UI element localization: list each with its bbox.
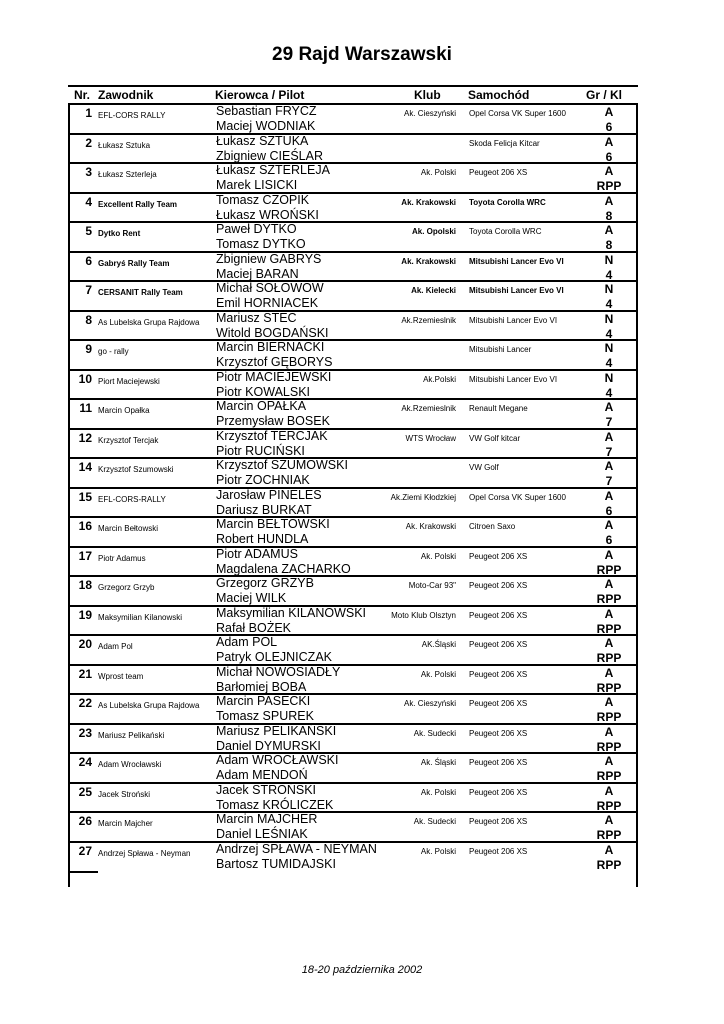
group-class-cell xyxy=(590,105,628,135)
driver-name: Mariusz PELIKAŃSKI xyxy=(216,723,337,738)
crew-cell xyxy=(216,134,323,164)
car-model: VW Golf xyxy=(469,463,499,472)
group-value: A xyxy=(604,518,614,532)
table-row xyxy=(70,784,636,814)
class-value: 6 xyxy=(605,503,613,518)
codriver-name: Adam MENDOŃ xyxy=(216,768,308,782)
codriver-name: Maciej WODNIAK xyxy=(216,119,316,133)
class-value: RPP xyxy=(596,621,622,636)
driver-name: Łukasz SZTUKA xyxy=(216,133,309,148)
class-value: 8 xyxy=(605,238,613,252)
codriver-name: Piotr KOWALSKI xyxy=(216,384,311,399)
driver-name: Piotr MACIEJEWSKI xyxy=(216,369,332,384)
page-title: 29 Rajd Warszawski xyxy=(272,44,452,65)
codriver-name: Daniel LEŚNIAK xyxy=(216,827,308,841)
entrant-name: Łukasz Szterleja xyxy=(98,170,157,179)
driver-name: Marcin MAJCHER xyxy=(216,812,318,826)
crew-cell xyxy=(216,724,336,754)
crew-cell xyxy=(216,517,330,547)
header-samochod: Samochód xyxy=(468,88,530,102)
entry-number: 26 xyxy=(78,814,92,828)
table-row xyxy=(70,194,636,224)
car-model: VW Golf kitcar xyxy=(469,433,521,443)
entry-number: 7 xyxy=(85,283,92,297)
group-value: A xyxy=(604,164,614,178)
driver-name: Mariusz STEC xyxy=(216,310,297,325)
car-model: Peugeot 206 XS xyxy=(469,787,528,797)
entry-number: 15 xyxy=(78,489,92,504)
entry-number: 21 xyxy=(78,666,92,681)
entrant-name: Krzysztof Tercjak xyxy=(98,435,159,445)
group-value: N xyxy=(604,282,614,296)
driver-name: Sebastian FRYCZ xyxy=(216,104,317,118)
class-value: 4 xyxy=(605,326,613,341)
driver-name: Marcin BIERNACKI xyxy=(216,340,325,354)
table-row xyxy=(70,253,636,283)
codriver-name: Barłomiej BOBA xyxy=(216,679,307,694)
group-class-cell xyxy=(590,636,628,666)
table-row xyxy=(70,105,636,135)
group-class-cell xyxy=(590,489,628,519)
driver-name: Maksymilian KILANOWSKI xyxy=(216,605,367,620)
driver-name: Marcin BEŁTOWSKI xyxy=(216,517,330,531)
group-class-cell xyxy=(590,725,628,755)
group-value: A xyxy=(604,105,614,119)
driver-name: Łukasz SZTERLEJA xyxy=(216,163,330,177)
class-value: RPP xyxy=(596,798,622,813)
class-value: RPP xyxy=(596,857,622,872)
table-row xyxy=(70,843,636,887)
crew-cell xyxy=(216,370,331,400)
crew-cell xyxy=(216,399,330,429)
entry-number: 9 xyxy=(85,342,92,356)
entrant-name: Excellent Rally Team xyxy=(98,199,177,209)
codriver-name: Daniel DYMURSKI xyxy=(216,738,321,753)
group-class-cell xyxy=(590,253,628,283)
group-value: A xyxy=(604,636,614,650)
driver-name: Paweł DYTKO xyxy=(216,222,297,236)
group-class-cell xyxy=(590,371,628,401)
club-name: Ak.Rzemieslnik xyxy=(401,404,456,413)
entrant-name: Krzysztof Szumowski xyxy=(98,465,174,474)
entrant-name: As Lubelska Grupa Rajdowa xyxy=(98,317,200,327)
crew-cell xyxy=(216,458,348,488)
codriver-name: Dariusz BURKAT xyxy=(216,502,312,517)
group-class-cell xyxy=(590,666,628,696)
club-name: Moto Klub Olsztyn xyxy=(391,610,456,620)
entry-number: 16 xyxy=(78,519,92,533)
driver-name: Krzysztof SZUMOWSKI xyxy=(216,458,348,472)
entry-number: 11 xyxy=(79,401,92,415)
car-model: Peugeot 206 XS xyxy=(469,817,528,826)
car-model: Opel Corsa VK Super 1600 xyxy=(469,109,566,118)
codriver-name: Tomasz KRÓLICZEK xyxy=(216,797,334,812)
car-model: Opel Corsa VK Super 1600 xyxy=(469,492,566,502)
codriver-name: Bartosz TUMIDAJSKI xyxy=(216,856,336,871)
driver-name: Piotr ADAMUS xyxy=(216,546,298,561)
class-value: 6 xyxy=(605,149,613,164)
driver-name: Jacek STROŃSKI xyxy=(216,782,317,797)
header-nr: Nr. xyxy=(74,88,91,102)
car-model: Mitsubishi Lancer Evo VI xyxy=(469,374,558,384)
club-name: Ak. Cieszyński xyxy=(403,109,456,118)
group-class-cell xyxy=(590,754,628,784)
table-row xyxy=(70,135,636,165)
car-model: Mitsubishi Lancer Evo VI xyxy=(469,286,564,295)
table-row xyxy=(70,725,636,755)
codriver-name: Przemysław BOSEK xyxy=(216,414,330,428)
codriver-name: Krzysztof GĘBORYS xyxy=(216,355,333,369)
club-name: WTS Wrocław xyxy=(405,433,456,443)
car-model: Renault Megane xyxy=(469,404,528,413)
codriver-name: Witold BOGDAŃSKI xyxy=(216,325,329,340)
group-class-cell xyxy=(590,695,628,725)
car-model: Mitsubishi Lancer xyxy=(469,345,532,354)
group-value: A xyxy=(604,724,614,739)
header-zawodnik: Zawodnik xyxy=(98,88,154,102)
crew-cell xyxy=(216,429,328,459)
group-class-cell xyxy=(590,194,628,224)
group-class-cell xyxy=(590,135,628,165)
club-name: Ak. Polski xyxy=(420,551,456,561)
club-name: Ak. Krakowski xyxy=(405,522,456,531)
table-row xyxy=(70,341,636,371)
entrant-name: Łukasz Sztuka xyxy=(98,140,151,150)
crew-cell xyxy=(216,281,324,311)
entry-number: 25 xyxy=(78,784,92,799)
codriver-name: Magdalena ZACHARKO xyxy=(216,561,351,576)
codriver-name: Robert HUNDLA xyxy=(216,532,309,546)
group-value: A xyxy=(604,813,614,827)
group-class-cell xyxy=(590,843,628,873)
entry-number: 14 xyxy=(78,460,92,474)
table-row xyxy=(70,754,636,784)
codriver-name: Rafał BOŻEK xyxy=(216,620,292,635)
entrant-name: Marcin Majcher xyxy=(98,819,153,828)
entrant-name: EFL-CORS-RALLY xyxy=(98,494,166,504)
crew-cell xyxy=(216,222,306,252)
class-value: RPP xyxy=(596,179,622,193)
group-value: A xyxy=(604,488,614,503)
class-value: RPP xyxy=(596,562,622,577)
table-row xyxy=(70,518,636,548)
class-value: 7 xyxy=(605,415,613,429)
club-name: Ak. Śląski xyxy=(420,758,456,767)
group-class-cell xyxy=(590,577,628,607)
entrant-name: As Lubelska Grupa Rajdowa xyxy=(98,701,200,710)
entry-number: 24 xyxy=(78,755,92,769)
group-value: A xyxy=(604,783,614,798)
class-value: 6 xyxy=(605,120,613,134)
group-value: N xyxy=(604,252,614,267)
crew-cell xyxy=(216,842,377,872)
group-value: N xyxy=(604,341,614,355)
crew-cell xyxy=(216,753,338,783)
entrant-name: Piotr Adamus xyxy=(98,553,146,563)
group-value: A xyxy=(604,547,614,562)
entrant-name: Gabryś Rally Team xyxy=(98,258,170,268)
class-value: 7 xyxy=(605,474,613,488)
table-row xyxy=(70,666,636,696)
car-model: Peugeot 206 XS xyxy=(469,610,528,620)
event-date-footer: 18-20 października 2002 xyxy=(301,964,423,976)
entrant-name: Marcin Bełtowski xyxy=(98,524,159,533)
table-row xyxy=(70,695,636,725)
club-name: Ak. Krakowski xyxy=(401,256,456,266)
club-name: Ak. Polski xyxy=(420,669,456,679)
group-value: A xyxy=(604,429,614,444)
group-value: A xyxy=(604,459,614,473)
entry-number: 19 xyxy=(78,607,92,622)
driver-name: Grzegorz GRZYB xyxy=(216,576,314,590)
class-value: 4 xyxy=(605,267,613,282)
table-row xyxy=(70,164,636,194)
entrant-name: Jacek Stroński xyxy=(98,789,151,799)
car-model: Peugeot 206 XS xyxy=(469,551,528,561)
table-row xyxy=(70,312,636,342)
table-row xyxy=(70,607,636,637)
entry-number: 2 xyxy=(85,135,92,150)
group-class-cell xyxy=(590,784,628,814)
group-value: A xyxy=(604,842,614,857)
entrant-name: Piort Maciejewski xyxy=(98,376,160,386)
entrant-name: Adam Pol xyxy=(98,642,133,651)
driver-name: Marcin OPAŁKA xyxy=(216,399,307,413)
group-value: A xyxy=(604,577,614,591)
entry-number: 8 xyxy=(85,312,92,327)
table-row xyxy=(70,223,636,253)
club-name: AK.Śląski xyxy=(421,640,456,649)
group-class-cell xyxy=(590,312,628,342)
codriver-name: Patryk OLEJNICZAK xyxy=(216,650,332,664)
crew-cell xyxy=(216,812,317,842)
driver-name: Michał NOWOSIADŁY xyxy=(216,664,341,679)
club-name: Ak.Rzemieslnik xyxy=(401,315,456,325)
group-class-cell xyxy=(590,223,628,253)
entrant-name: Wprost team xyxy=(98,671,144,681)
class-value: 4 xyxy=(605,356,613,370)
group-class-cell xyxy=(590,518,628,548)
entrant-name: Andrzej Spława - Neyman xyxy=(98,848,191,858)
group-class-cell xyxy=(590,341,628,371)
crew-cell xyxy=(216,311,329,341)
crew-cell xyxy=(216,547,351,577)
car-model: Peugeot 206 XS xyxy=(469,168,528,177)
group-value: A xyxy=(604,400,614,414)
club-name: Ak. Krakowski xyxy=(401,197,456,207)
crew-cell xyxy=(216,104,317,134)
entrant-name: Maksymilian Kilanowski xyxy=(98,612,183,622)
class-value: RPP xyxy=(596,739,622,754)
group-value: A xyxy=(604,193,614,208)
car-model: Mitsubishi Lancer Evo VI xyxy=(469,256,564,266)
club-name: Ak.Polski xyxy=(423,374,456,384)
club-name: Ak. Opolski xyxy=(411,227,456,236)
entrant-name: Mariusz Pelikański xyxy=(98,730,165,740)
car-model: Peugeot 206 XS xyxy=(469,669,528,679)
group-class-cell xyxy=(590,430,628,460)
car-model: Toyota Corolla WRC xyxy=(469,197,546,207)
car-model: Citroen Saxo xyxy=(469,522,516,531)
driver-name: Marcin PASECKI xyxy=(216,694,311,708)
table-row xyxy=(70,430,636,460)
codriver-name: Maciej BARAN xyxy=(216,266,299,281)
header-kierowca-pilot: Kierowca / Pilot xyxy=(215,88,305,102)
group-class-cell xyxy=(590,548,628,578)
crew-cell xyxy=(216,665,340,695)
group-value: N xyxy=(604,370,614,385)
class-value: 8 xyxy=(605,208,613,223)
driver-name: Krzysztof TERCJAK xyxy=(216,428,328,443)
entry-number: 27 xyxy=(78,843,92,858)
crew-cell xyxy=(216,606,366,636)
codriver-name: Maciej WILK xyxy=(216,591,287,605)
car-model: Peugeot 206 XS xyxy=(469,728,528,738)
crew-cell xyxy=(216,635,332,665)
driver-name: Andrzej SPŁAWA - NEYMAN xyxy=(216,841,377,856)
car-model: Toyota Corolla WRC xyxy=(469,227,542,236)
codriver-name: Piotr ZOCHNIAK xyxy=(216,473,310,487)
car-model: Peugeot 206 XS xyxy=(469,581,528,590)
crew-cell xyxy=(216,340,332,370)
driver-name: Michał SOŁOWOW xyxy=(216,281,324,295)
class-value: 4 xyxy=(605,297,613,311)
car-model: Skoda Felicja Kitcar xyxy=(469,138,540,148)
table-header xyxy=(68,85,638,105)
table-row xyxy=(70,577,636,607)
header-gr-kl: Gr / Kl xyxy=(586,88,623,102)
crew-cell xyxy=(216,783,333,813)
entry-number: 12 xyxy=(78,430,92,445)
table-row xyxy=(70,548,636,578)
table-row xyxy=(70,400,636,430)
class-value: 6 xyxy=(605,533,613,547)
group-class-cell xyxy=(590,282,628,312)
group-class-cell xyxy=(590,607,628,637)
entry-number: 18 xyxy=(78,578,92,592)
crew-cell xyxy=(216,488,322,518)
table-row xyxy=(70,813,636,843)
codriver-name: Tomasz DYTKO xyxy=(216,237,306,251)
car-model: Peugeot 206 XS xyxy=(469,846,528,856)
class-value: 4 xyxy=(605,385,613,400)
table-row xyxy=(70,489,636,519)
class-value: RPP xyxy=(596,828,622,842)
codriver-name: Piotr RUCIŃSKI xyxy=(216,443,305,458)
group-class-cell xyxy=(590,459,628,489)
table-row xyxy=(70,636,636,666)
codriver-name: Emil HORNIACEK xyxy=(216,296,319,310)
car-model: Peugeot 206 XS xyxy=(469,699,528,708)
table-end-rule xyxy=(70,871,98,873)
club-name: Ak. Polski xyxy=(420,168,456,177)
crew-cell xyxy=(216,694,314,724)
car-model: Peugeot 206 XS xyxy=(469,640,528,649)
club-name: Moto-Car 93" xyxy=(408,581,456,590)
codriver-name: Zbigniew CIEŚLAR xyxy=(216,148,323,163)
club-name: Ak. Sudecki xyxy=(413,817,456,826)
table-row xyxy=(70,459,636,489)
entrant-name: CERSANIT Rally Team xyxy=(98,288,183,297)
entrant-name: Marcin Opałka xyxy=(98,406,150,415)
club-name: Ak. Cieszyński xyxy=(403,699,456,708)
driver-name: Jarosław PINELES xyxy=(216,487,322,502)
class-value: RPP xyxy=(596,651,622,665)
codriver-name: Tomasz SPUREK xyxy=(216,709,314,723)
entrant-name: Dytko Rent xyxy=(98,229,141,238)
driver-name: Zbigniew GABRYŚ xyxy=(216,251,322,266)
club-name: Ak. Sudecki xyxy=(413,728,456,738)
group-value: A xyxy=(604,134,614,149)
crew-cell xyxy=(216,252,321,282)
group-class-cell xyxy=(590,164,628,194)
class-value: 7 xyxy=(605,444,613,459)
entrant-name: Grzegorz Grzyb xyxy=(98,583,155,592)
car-model: Peugeot 206 XS xyxy=(469,758,528,767)
group-class-cell xyxy=(590,400,628,430)
entrant-name: go - rally xyxy=(98,347,129,356)
club-name: Ak.Ziemi Kłodzkiej xyxy=(390,492,456,502)
crew-cell xyxy=(216,163,330,193)
group-value: A xyxy=(604,606,614,621)
group-value: A xyxy=(604,665,614,680)
crew-cell xyxy=(216,576,314,606)
driver-name: Adam WROCŁAWSKI xyxy=(216,753,339,767)
entry-number: 23 xyxy=(78,725,92,740)
group-value: A xyxy=(604,695,614,709)
entrant-name: EFL-CORS RALLY xyxy=(98,111,166,120)
table-row xyxy=(70,282,636,312)
class-value: RPP xyxy=(596,769,622,783)
driver-name: Tomasz CZOPIK xyxy=(216,192,310,207)
group-value: A xyxy=(604,223,614,237)
group-value: A xyxy=(604,754,614,768)
entry-number: 3 xyxy=(85,165,92,179)
entry-number: 20 xyxy=(78,637,92,651)
entry-number: 6 xyxy=(85,253,92,268)
class-value: RPP xyxy=(596,592,622,606)
club-name: Ak. Polski xyxy=(420,846,456,856)
entry-number: 22 xyxy=(78,696,92,710)
entry-number: 5 xyxy=(85,224,92,238)
codriver-name: Łukasz WROŃSKI xyxy=(216,207,319,222)
entry-number: 10 xyxy=(78,371,92,386)
codriver-name: Marek LISICKI xyxy=(216,178,298,192)
class-value: RPP xyxy=(596,710,622,724)
group-value: N xyxy=(604,311,614,326)
crew-cell xyxy=(216,193,319,223)
group-class-cell xyxy=(590,813,628,843)
club-name: Ak. Kielecki xyxy=(411,286,456,295)
car-model: Mitsubishi Lancer Evo VI xyxy=(469,315,558,325)
table-body xyxy=(68,105,638,887)
table-row xyxy=(70,371,636,401)
club-name: Ak. Polski xyxy=(420,787,456,797)
entrant-name: Adam Wrocławski xyxy=(98,760,162,769)
class-value: RPP xyxy=(596,680,622,695)
entry-list-table xyxy=(68,85,638,887)
header-klub: Klub xyxy=(414,88,441,102)
entry-number: 17 xyxy=(78,548,92,563)
entry-number: 4 xyxy=(85,194,92,209)
driver-name: Adam POL xyxy=(216,635,278,649)
entry-number: 1 xyxy=(85,106,92,120)
